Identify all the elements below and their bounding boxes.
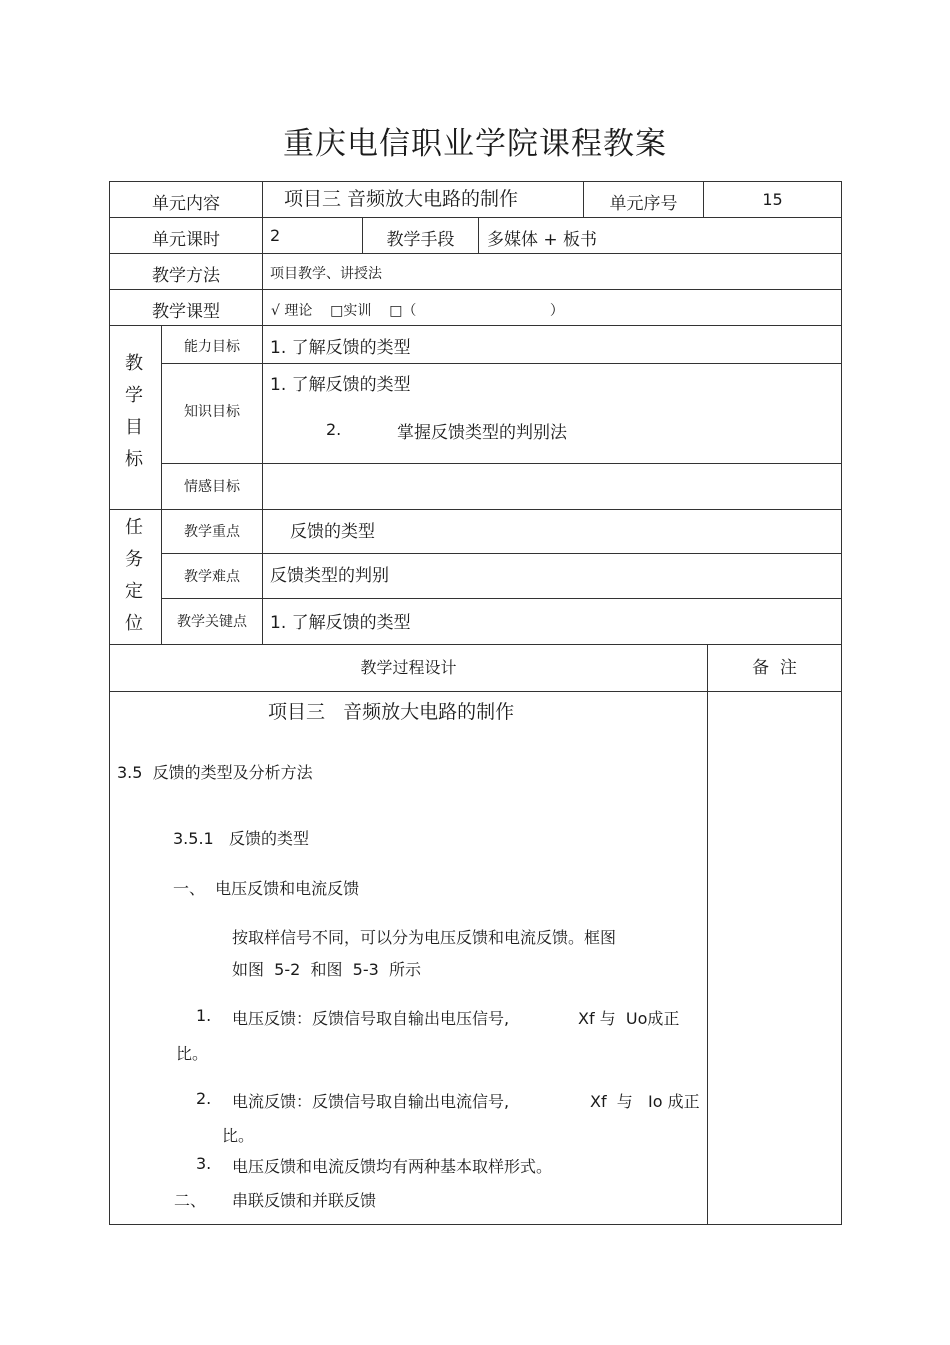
means-label: 教学手段 [386,230,455,250]
unit-no-label: 单元序号 [609,194,678,214]
key-value: 1. 了解反馈的类型 [270,613,411,633]
item1-num: 1. [196,1006,212,1025]
remark-label: 备 注 [752,658,797,678]
item1-tail: Xf 与 Uo成正 [578,1009,680,1028]
part2-text: 串联反馈和并联反馈 [232,1191,377,1210]
unit-no-value: 15 [762,190,783,209]
knowledge-value-2-num: 2. [326,420,342,439]
hours-label: 单元课时 [152,230,220,250]
knowledge-value-2: 掌握反馈类型的判别法 [397,423,567,443]
para1-line1: 按取样信号不同，可以分为电压反馈和电流反馈。框图 [232,928,617,947]
type-value: √ 理论 □实训 □（ ） [271,303,564,319]
section-heading: 3.5 反馈的类型及分析方法 [117,763,313,782]
page-title: 重庆电信职业学院课程教案 [283,126,667,162]
focus-label: 教学重点 [184,524,240,540]
ability-label: 能力目标 [184,339,240,355]
item3-num: 3. [196,1154,212,1173]
item2-text: 电流反馈：反馈信号取自输出电流信号, [232,1092,510,1111]
key-label: 教学关键点 [177,614,247,630]
item2-cont: 比。 [222,1126,255,1145]
unit-content-label: 单元内容 [152,194,220,214]
ability-value: 1. 了解反馈的类型 [270,338,411,358]
unit-content-value: 项目三 音频放大电路的制作 [284,188,519,210]
focus-value: 反馈的类型 [290,522,375,542]
emotion-label: 情感目标 [184,479,240,495]
process-design-label: 教学过程设计 [360,658,457,677]
method-value: 项目教学、讲授法 [270,266,382,282]
item1-cont: 比。 [176,1044,209,1063]
item2-num: 2. [196,1089,212,1108]
method-label: 教学方法 [152,266,220,286]
type-label: 教学课型 [152,302,220,322]
hours-value: 2 [270,226,281,245]
part2-num: 二、 [174,1191,207,1210]
para1-line2: 如图 5-2 和图 5-3 所示 [232,960,421,979]
objectives-group-label: 教 学 目 标 [125,353,143,470]
difficulty-value: 反馈类型的判别 [270,566,389,586]
process-heading: 项目三 音频放大电路的制作 [268,701,515,723]
part1-heading: 一、 电压反馈和电流反馈 [173,879,360,898]
means-value: 多媒体 + 板书 [487,230,598,250]
knowledge-value-1: 1. 了解反馈的类型 [270,375,411,395]
knowledge-label: 知识目标 [184,404,240,420]
item1-text: 电压反馈：反馈信号取自输出电压信号, [232,1009,510,1028]
subsection-heading: 3.5.1 反馈的类型 [173,829,309,848]
item2-tail: Xf 与 Io 成正 [590,1092,700,1111]
item3-text: 电压反馈和电流反馈均有两种基本取样形式。 [232,1157,553,1176]
difficulty-label: 教学难点 [184,569,240,585]
task-group-label: 任 务 定 位 [125,517,143,634]
